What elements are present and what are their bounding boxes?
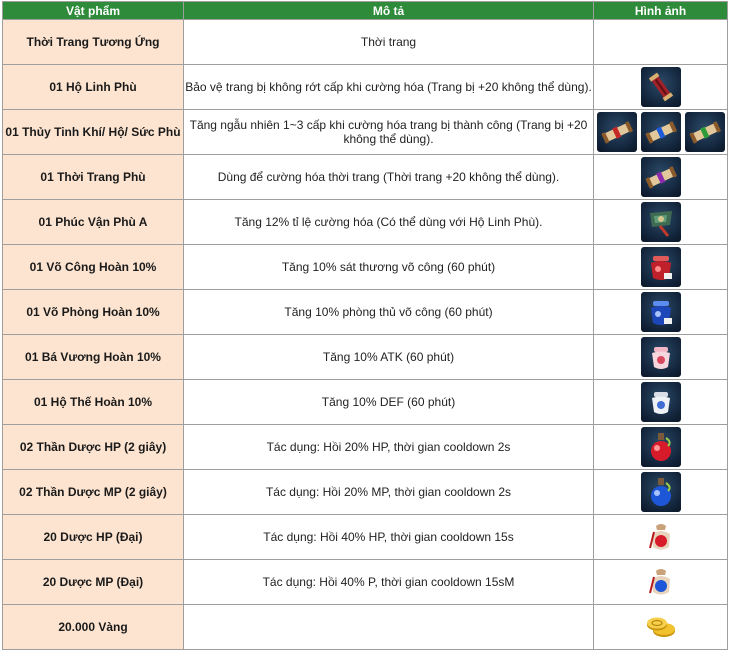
red-sealed-scroll-icon (597, 112, 637, 152)
table-row (3, 200, 728, 245)
item-name: 01 Thời Trang Phù (3, 155, 184, 200)
item-image-cell (594, 335, 728, 380)
items-table (2, 1, 728, 650)
table-row (3, 470, 728, 515)
green-sealed-scroll-icon (685, 112, 725, 152)
item-name: Thời Trang Tương Ứng (3, 20, 184, 65)
item-description (184, 605, 594, 650)
item-name: 01 Võ Công Hoàn 10% (3, 245, 184, 290)
blue-potion-bag-icon (641, 562, 681, 602)
red-potion-bag-icon (641, 517, 681, 557)
red-pill-jar-icon (641, 247, 681, 287)
table-row (3, 425, 728, 470)
item-description: Tăng 10% ATK (60 phút) (184, 335, 594, 380)
item-description: Tác dụng: Hồi 40% P, thời gian cooldown 15sM (184, 560, 594, 605)
table-row (3, 335, 728, 380)
item-image-group (594, 517, 727, 557)
item-image-cell (594, 380, 728, 425)
item-name: 02 Thần Dược HP (2 giây) (3, 425, 184, 470)
item-description: Tăng 10% sát thương võ công (60 phút) (184, 245, 594, 290)
item-image-cell (594, 245, 728, 290)
item-image-group (594, 202, 727, 242)
table-row (3, 245, 728, 290)
item-name: 20 Dược MP (Đại) (3, 560, 184, 605)
blue-sealed-scroll-icon (641, 112, 681, 152)
item-image-cell (594, 155, 728, 200)
item-name: 01 Võ Phòng Hoàn 10% (3, 290, 184, 335)
table-row (3, 515, 728, 560)
header-row (3, 2, 728, 20)
red-scroll-icon (641, 67, 681, 107)
item-image-cell (594, 470, 728, 515)
item-image-cell (594, 200, 728, 245)
item-description: Tăng 10% DEF (60 phút) (184, 380, 594, 425)
header-description: Mô tả (184, 2, 594, 20)
item-image-cell (594, 65, 728, 110)
item-description: Tăng 12% tỉ lệ cường hóa (Có thể dùng với Hộ Linh Phù). (184, 200, 594, 245)
item-image-group (594, 247, 727, 287)
header-item: Vật phẩm (3, 2, 184, 20)
item-image-group (594, 427, 727, 467)
blue-potion-icon (641, 472, 681, 512)
item-image-cell (594, 605, 728, 650)
table-row (3, 65, 728, 110)
item-image-group (594, 112, 727, 152)
item-image-cell (594, 560, 728, 605)
item-description: Bảo vệ trang bị không rớt cấp khi cường hóa (Trang bị +20 không thể dùng). (184, 65, 594, 110)
table-row (3, 110, 728, 155)
table-row (3, 155, 728, 200)
gold-coins-icon (641, 607, 681, 647)
item-name: 01 Hộ Thế Hoàn 10% (3, 380, 184, 425)
item-description: Tăng 10% phòng thủ võ công (60 phút) (184, 290, 594, 335)
item-description: Tác dụng: Hồi 20% HP, thời gian cooldown 2s (184, 425, 594, 470)
item-image-group (594, 382, 727, 422)
item-name: 01 Phúc Vận Phù A (3, 200, 184, 245)
header-image: Hình ảnh (594, 2, 728, 20)
item-name: 20.000 Vàng (3, 605, 184, 650)
item-image-cell (594, 515, 728, 560)
item-image-group (594, 472, 727, 512)
item-description: Tăng ngẫu nhiên 1~3 cấp khi cường hóa trang bị thành công (Trang bị +20 không thể dùng). (184, 110, 594, 155)
item-image-group (594, 292, 727, 332)
pink-pill-jar-icon (641, 337, 681, 377)
item-image-group (594, 337, 727, 377)
item-image-group (594, 157, 727, 197)
item-image-cell (594, 110, 728, 155)
item-image-cell (594, 20, 728, 65)
item-name: 01 Hộ Linh Phù (3, 65, 184, 110)
item-image-group (594, 562, 727, 602)
talisman-fan-icon (641, 202, 681, 242)
table-row (3, 380, 728, 425)
item-image-cell (594, 290, 728, 335)
items-body (3, 20, 728, 650)
item-name: 20 Dược HP (Đại) (3, 515, 184, 560)
item-description: Dùng để cường hóa thời trang (Thời trang +20 không thể dùng). (184, 155, 594, 200)
item-description: Tác dụng: Hồi 20% MP, thời gian cooldown 2s (184, 470, 594, 515)
item-name: 02 Thần Dược MP (2 giây) (3, 470, 184, 515)
purple-sealed-scroll-icon (641, 157, 681, 197)
table-row (3, 605, 728, 650)
item-name: 01 Bá Vương Hoàn 10% (3, 335, 184, 380)
item-description: Thời trang (184, 20, 594, 65)
item-description: Tác dụng: Hồi 40% HP, thời gian cooldown 15s (184, 515, 594, 560)
blue-pill-jar-icon (641, 292, 681, 332)
item-name: 01 Thủy Tinh Khí/ Hộ/ Sức Phù (3, 110, 184, 155)
table-row (3, 290, 728, 335)
table-row (3, 560, 728, 605)
item-image-cell (594, 425, 728, 470)
item-image-group (594, 607, 727, 647)
silver-pill-jar-icon (641, 382, 681, 422)
item-image-group (594, 67, 727, 107)
red-potion-icon (641, 427, 681, 467)
table-row (3, 20, 728, 65)
